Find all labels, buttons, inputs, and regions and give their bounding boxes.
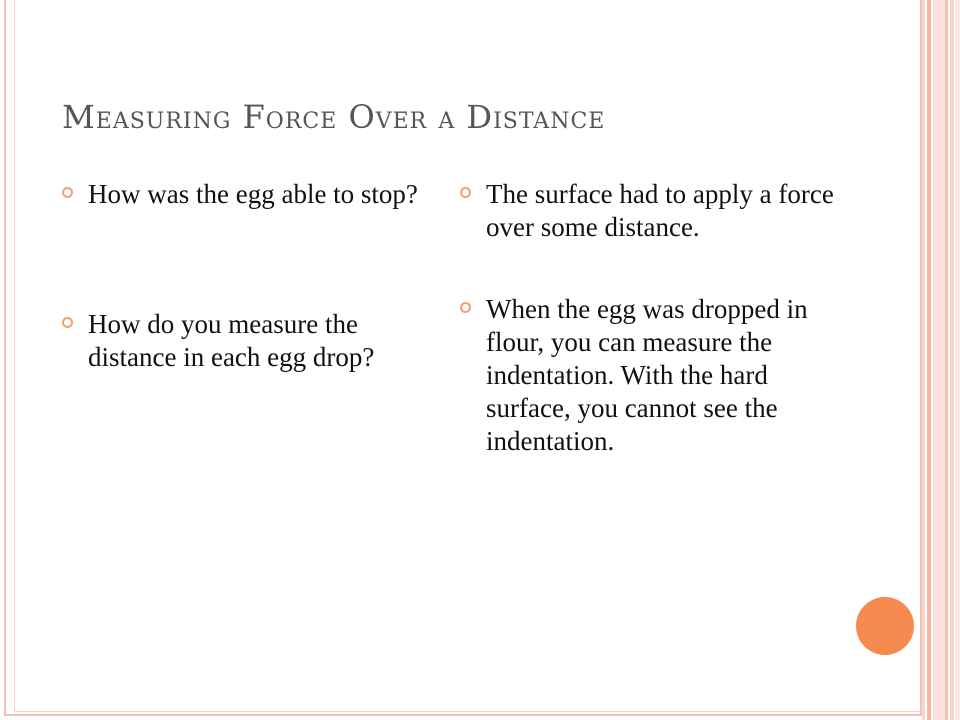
- accent-circle: [856, 597, 914, 655]
- slide-title: Measuring Force Over a Distance: [62, 98, 606, 136]
- right-bullet-1: [460, 178, 840, 244]
- bullet-text: How do you measure the distance in each egg drop?: [88, 309, 375, 372]
- bullet-circle-icon: [460, 187, 471, 198]
- decorative-stripe: [933, 0, 945, 720]
- bullet-circle-icon: [62, 317, 73, 328]
- decorative-stripe: [945, 0, 948, 720]
- decorative-stripe: [955, 0, 960, 720]
- bullet-circle-icon: [460, 302, 471, 313]
- decorative-stripe: [950, 0, 954, 720]
- bullet-circle-icon: [62, 187, 73, 198]
- decorative-stripe: [927, 0, 931, 720]
- left-bullet-2: [62, 308, 422, 374]
- right-column: [460, 178, 840, 458]
- decorative-stripe: [922, 0, 925, 720]
- left-bullet-1: [62, 178, 422, 211]
- bullet-text: How was the egg able to stop?: [88, 179, 418, 209]
- bullet-text: The surface had to apply a force over some distance.: [486, 179, 834, 242]
- bullet-text: When the egg was dropped in flour, you can measure the indentation. With the hard surface, you cannot see the indentation.: [486, 294, 808, 456]
- left-column: [62, 178, 422, 374]
- right-bullet-2: [460, 293, 840, 458]
